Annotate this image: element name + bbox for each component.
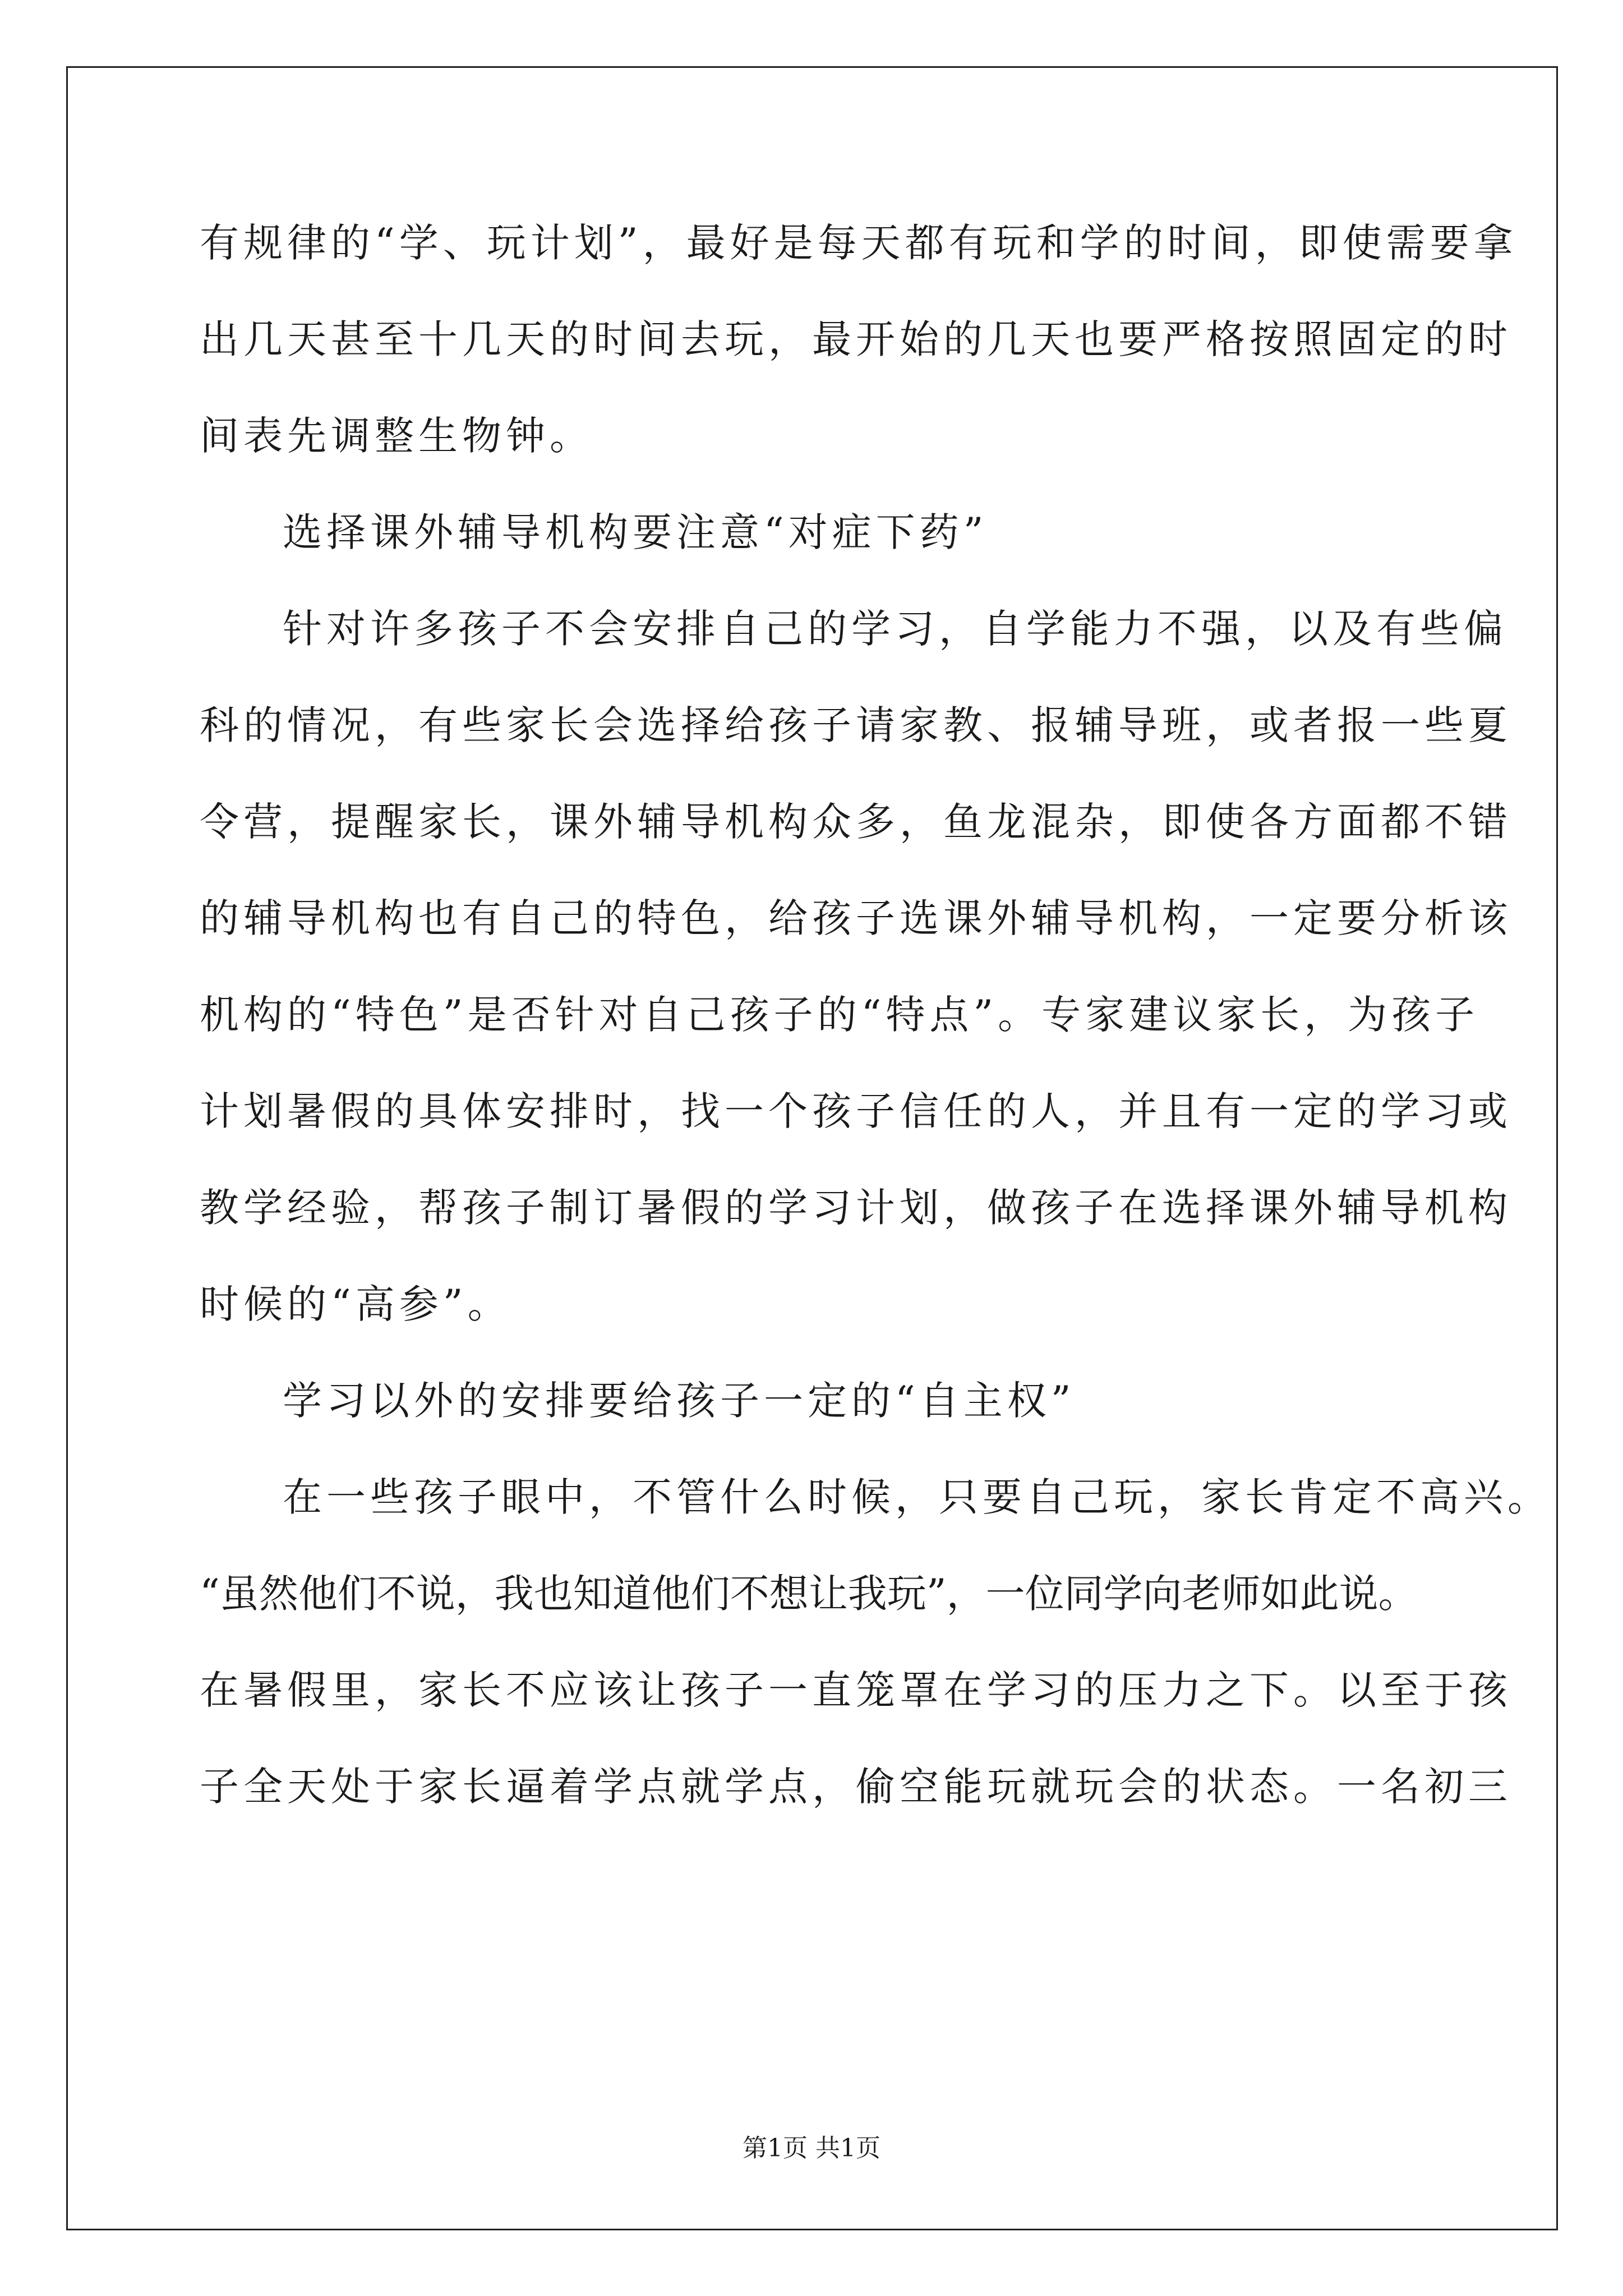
page-footer: 第1页 共1页 bbox=[743, 2134, 880, 2162]
text-line: 时候的“高参”。 bbox=[200, 1281, 511, 1327]
text-line: 的辅导机构也有自己的特色，给孩子选课外辅导机构，一定要分析该 bbox=[200, 895, 1512, 941]
text-line: 令营，提醒家长，课外辅导机构众多，鱼龙混杂，即使各方面都不错 bbox=[200, 799, 1512, 845]
text-line: 计划暑假的具体安排时，找一个孩子信任的人，并且有一定的学习或 bbox=[200, 1088, 1512, 1134]
text-line: 在暑假里，家长不应该让孩子一直笼罩在学习的压力之下。以至于孩 bbox=[200, 1667, 1512, 1713]
text-line: 机构的“特色”是否针对自己孩子的“特点”。专家建议家长，为孩子 bbox=[200, 992, 1479, 1038]
text-line: 在一些孩子眼中，不管什么时候，只要自己玩，家长肯定不高兴。 bbox=[283, 1474, 1551, 1520]
page-border bbox=[66, 66, 1558, 2230]
text-line: 有规律的“学、玩计划”，最好是每天都有玩和学的时间，即使需要拿 bbox=[200, 220, 1518, 266]
text-line: 间表先调整生物钟。 bbox=[200, 413, 593, 459]
section-heading: 选择课外辅导机构要注意“对症下药” bbox=[283, 509, 988, 555]
text-line: 科的情况，有些家长会选择给孩子请家教、报辅导班，或者报一些夏 bbox=[200, 702, 1512, 748]
text-line: 子全天处于家长逼着学点就学点，偷空能玩就玩会的状态。一名初三 bbox=[200, 1764, 1512, 1810]
text-line: 针对许多孩子不会安排自己的学习，自学能力不强，以及有些偏 bbox=[283, 606, 1507, 652]
text-line: “虽然他们不说，我也知道他们不想让我玩”，一位同学向老师如此说。 bbox=[200, 1571, 1418, 1617]
section-heading: 学习以外的安排要给孩子一定的“自主权” bbox=[283, 1378, 1076, 1424]
text-line: 教学经验，帮孩子制订暑假的学习计划，做孩子在选择课外辅导机构 bbox=[200, 1185, 1512, 1231]
text-line: 出几天甚至十几天的时间去玩，最开始的几天也要严格按照固定的时 bbox=[200, 316, 1512, 362]
